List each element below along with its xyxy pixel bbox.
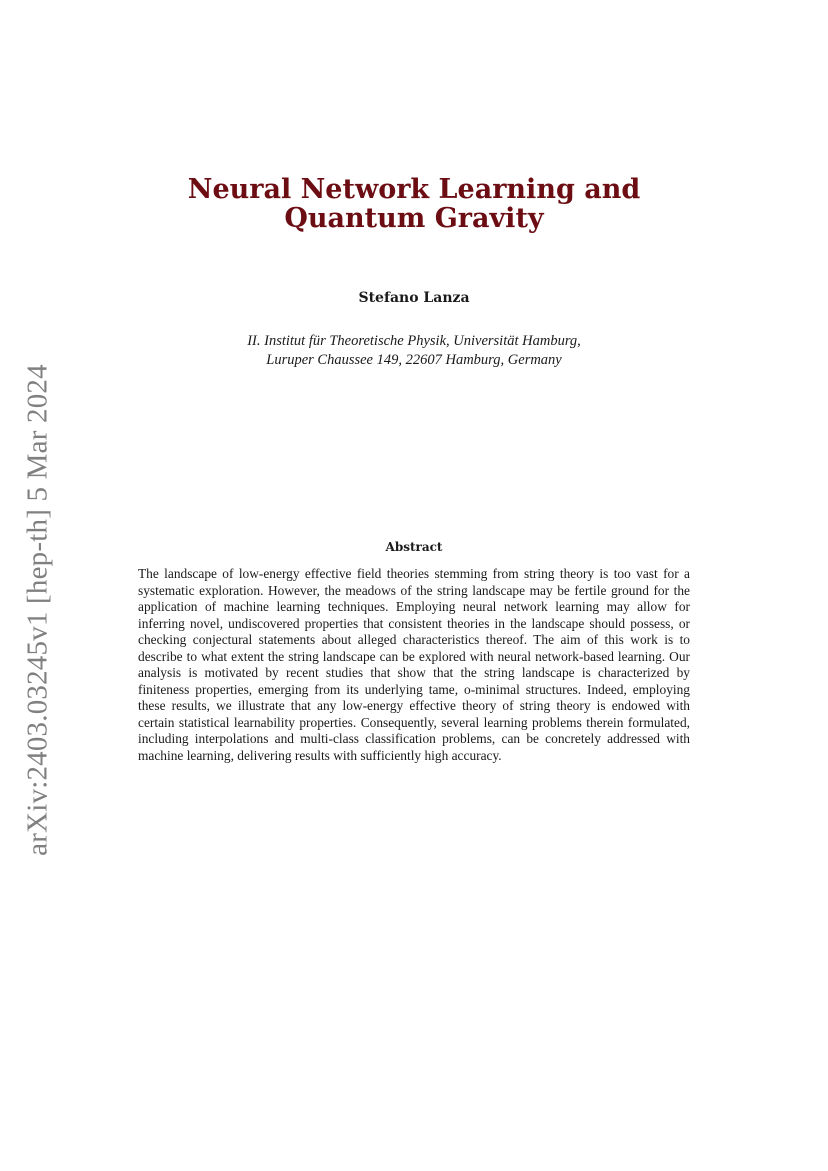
affiliation-line-1: II. Institut für Theoretische Physik, Universität Hamburg, <box>247 333 581 349</box>
title-line-2: Quantum Gravity <box>284 203 544 234</box>
author-name: Stefano Lanza <box>358 290 470 306</box>
title-line-1: Neural Network Learning and <box>187 174 641 205</box>
abstract-heading: Abstract <box>385 540 443 554</box>
arxiv-stamp-text: arXiv:2403.03245v1 [hep-th] 5 Mar 2024 <box>21 364 54 856</box>
affiliation-line-2: Luruper Chaussee 149, 22607 Hamburg, Germany <box>266 352 562 368</box>
paper-title <box>120 175 708 233</box>
author-affiliation <box>120 332 708 370</box>
abstract-text: The landscape of low-energy effective field theories stemming from string theory is too vast for a systematic exploration. However, the meadows of the string landscape may be fertile ground for the application of machine learning techniques. Employing neural network learning may allow for inferring novel, undiscovered properties that consistent theories in the landscape should possess, or checking conjectural statements about alleged characteristics thereof. The aim of this work is to describe to what extent the string landscape can be explored with neural network-based learning. Our analysis is motivated by recent studies that show that the string landscape is characterized by finiteness properties, emerging from its underlying tame, o-minimal structures. Indeed, employing these results, we illustrate that any low-energy effective theory of string theory is endowed with certain statistical learnability properties. Consequently, several learning problems therein formulated, including interpolations and multi-class classification problems, can be concretely addressed with machine learning, delivering results with sufficiently high accuracy. <box>138 566 690 763</box>
arxiv-identifier-stamp <box>18 364 58 856</box>
